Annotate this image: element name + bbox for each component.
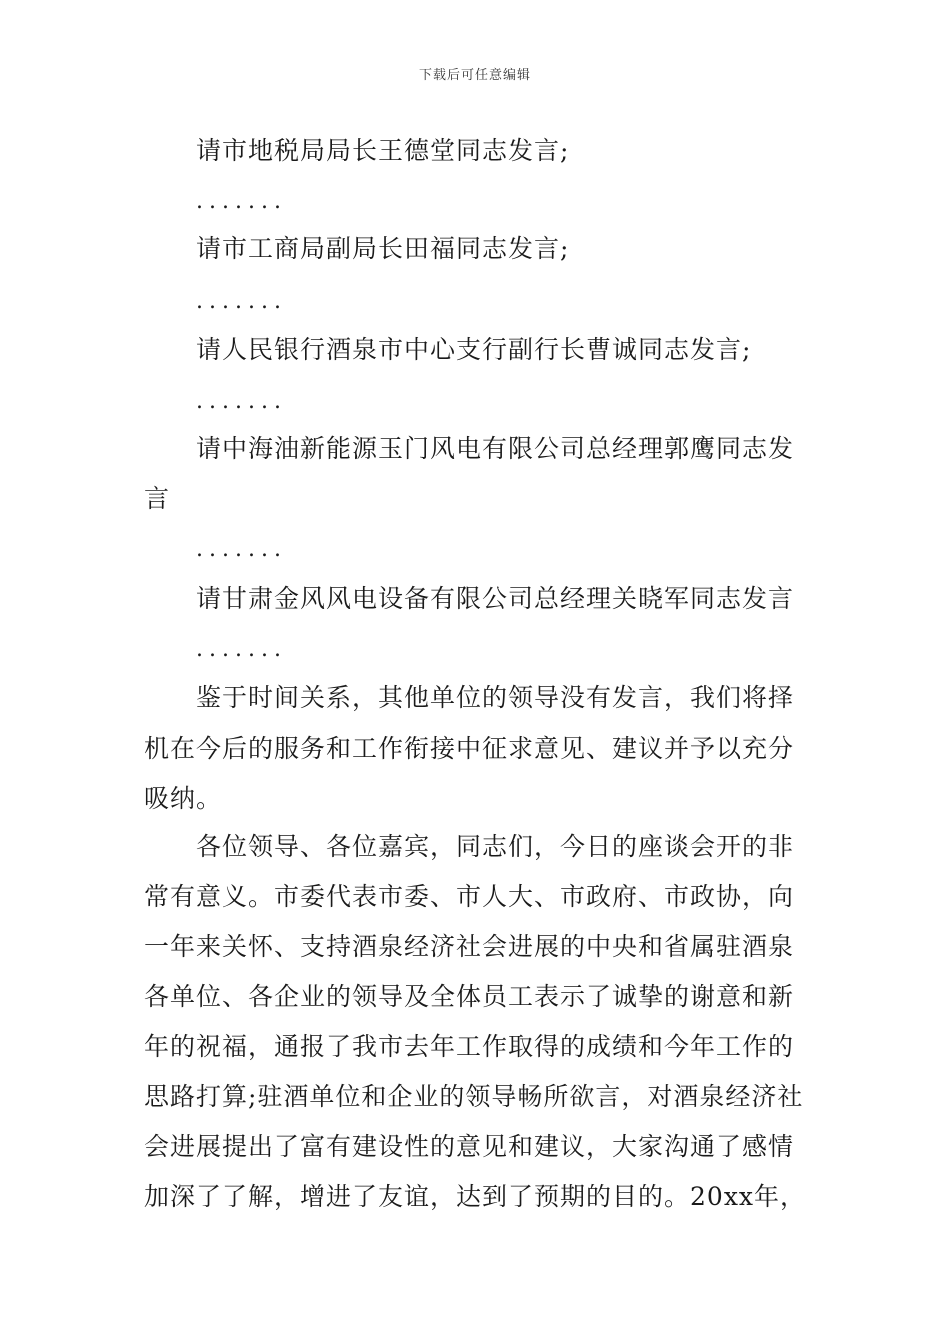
ellipsis-line: .......	[196, 189, 287, 214]
text-line: 吸纳。	[144, 784, 223, 813]
text-line: 言	[144, 484, 171, 513]
text-line: 机在今后的服务和工作衔接中征求意见、建议并予以充分	[144, 734, 795, 763]
text-line: 各位领导、各位嘉宾，同志们，今日的座谈会开的非	[196, 832, 795, 861]
text-line: 一年来关怀、支持酒泉经济社会进展的中央和省属驻酒泉	[144, 932, 795, 961]
ellipsis-line: .......	[196, 289, 287, 314]
page-header: 下载后可任意编辑	[418, 68, 531, 83]
text-line: 请人民银行酒泉市中心支行副行长曹诚同志发言;	[196, 335, 752, 364]
text-line: 请甘肃金风风电设备有限公司总经理关晓军同志发言	[196, 584, 795, 613]
text-line: 常有意义。市委代表市委、市人大、市政府、市政协，向	[144, 882, 795, 911]
text-line: 请市地税局局长王德堂同志发言;	[196, 136, 570, 165]
text-line: 会进展提出了富有建设性的意见和建议，大家沟通了感情	[144, 1132, 795, 1161]
text-line: 年的祝福，通报了我市去年工作取得的成绩和今年工作的	[144, 1032, 795, 1061]
text-line: 鉴于时间关系，其他单位的领导没有发言，我们将择	[196, 683, 795, 712]
text-line: 请市工商局副局长田福同志发言;	[196, 234, 570, 263]
ellipsis-line: .......	[196, 537, 287, 562]
text-line: 请中海油新能源玉门风电有限公司总经理郭鹰同志发	[196, 434, 795, 463]
text-line: 各单位、各企业的领导及全体员工表示了诚挚的谢意和新	[144, 982, 795, 1011]
ellipsis-line: .......	[196, 389, 287, 414]
ellipsis-line: .......	[196, 637, 287, 662]
text-line: 思路打算;驻酒单位和企业的领导畅所欲言，对酒泉经济社	[144, 1082, 804, 1111]
text-line: 加深了了解，增进了友谊，达到了预期的目的。20xx年，	[144, 1182, 807, 1211]
